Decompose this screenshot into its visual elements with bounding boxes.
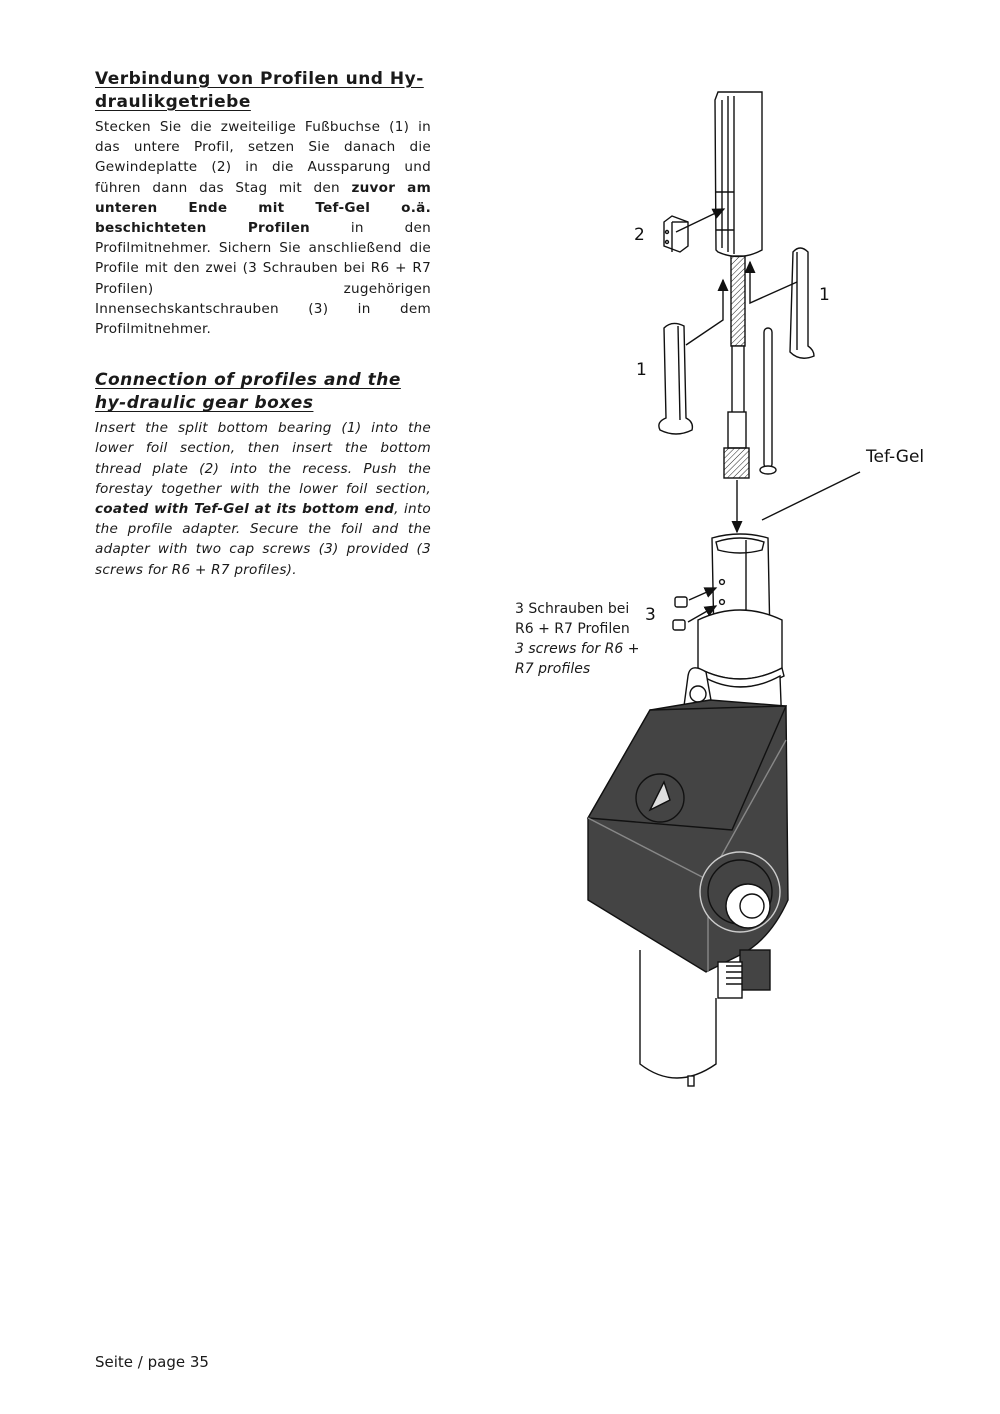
screw-note — [515, 599, 639, 679]
callout-1-right: 1 — [819, 285, 830, 305]
german-body-part-1: Stecken Sie die zweiteilige Fußbuchse (1) in das untere Profil, setzen Sie danach die Gewindeplatte (2) in die Aussparung und führen dann das Stag mit den — [95, 119, 431, 196]
english-heading: Connection of profiles and the hy-draulic gear boxes — [95, 370, 401, 414]
english-body-part-3: , into the profile adapter. Secure the foil and the adapter with two cap screws (3) provided (3 screws for R6 + R7 profiles). — [95, 501, 431, 578]
screw-note-en-1: 3 screws for R6 + — [515, 641, 640, 657]
gearbox-housing — [588, 700, 788, 972]
forestay-cable — [724, 256, 749, 478]
leader-tefgel — [762, 472, 860, 520]
english-body-emphasis: coated with Tef-Gel at its bottom end — [95, 501, 395, 518]
callout-1-left: 1 — [636, 360, 647, 380]
screw-note-de-1: 3 Schrauben bei — [515, 601, 630, 617]
leader-arrow-1-left — [686, 280, 723, 345]
callout-tefgel: Tef-Gel — [866, 447, 925, 467]
german-body-part-3: in den Profilmitnehmer. Sichern Sie anschließend die Profile mit den zwei (3 Schrauben bei R6 + R7 Profilen) zugehörigen Innensechskantschrauben (3) in dem Profilmitnehmer. — [95, 220, 431, 338]
german-heading: Verbindung von Profilen und Hy-draulikgetriebe — [95, 69, 424, 112]
screw-note-de-2: R6 + R7 Profilen — [515, 621, 630, 637]
screw-note-en-2: R7 profiles — [515, 661, 591, 677]
bearing-half-right — [790, 248, 814, 358]
leader-arrow-1-right — [750, 262, 797, 303]
page-footer: Seite / page 35 — [95, 1353, 209, 1371]
german-body-emphasis: zuvor am unteren Ende mit Tef-Gel o.ä. beschichteten Profilen — [95, 179, 431, 237]
english-body-part-1: Insert the split bottom bearing (1) into the lower foil section, then insert the bottom thread plate (2) into the recess. Push the forestay together with the lower foil section, — [95, 420, 431, 497]
callout-2: 2 — [634, 225, 645, 245]
bearing-half-left — [659, 323, 693, 434]
long-cap-screw — [760, 328, 776, 474]
callout-3: 3 — [645, 605, 656, 625]
thread-plate — [664, 216, 688, 252]
upper-profile — [715, 92, 762, 257]
